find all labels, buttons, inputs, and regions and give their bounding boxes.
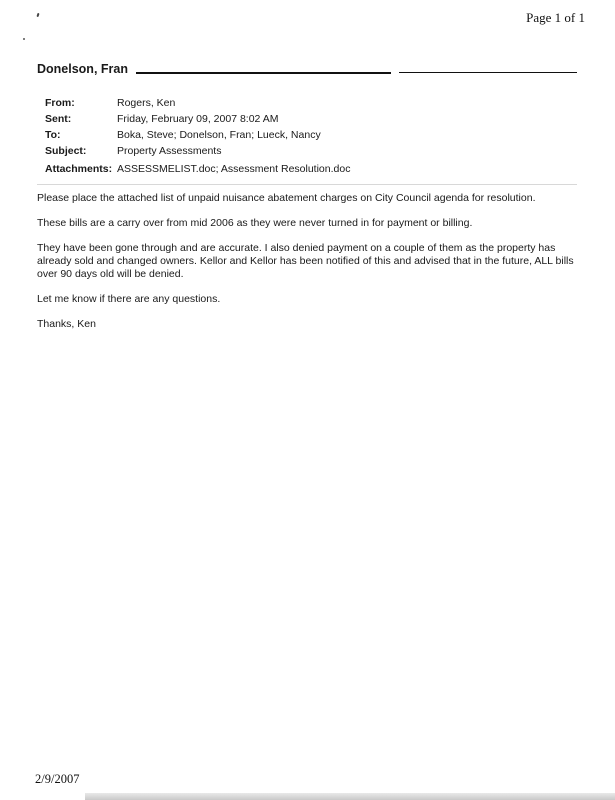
attachments-label: Attachments: <box>45 163 113 175</box>
to-value: Boka, Steve; Donelson, Fran; Lueck, Nancy <box>117 129 321 141</box>
body-paragraph: These bills are a carry over from mid 2006 as they were never turned in for payment or billing. <box>37 217 473 229</box>
meta-row-from <box>45 95 575 111</box>
body-paragraph: They have been gone through and are accurate. I also denied payment on a couple of them as the property has already sold and changed owners. Kellor and Kellor has been notified of this and advised that in the future, ALL bills over 90 days old will be denied. <box>37 242 574 280</box>
email-meta-block <box>45 95 575 177</box>
meta-row-attachments <box>45 161 575 177</box>
recipient-name: Donelson, Fran <box>37 62 128 76</box>
scan-artifact <box>23 38 25 40</box>
scan-edge-artifact <box>85 793 615 800</box>
recipient-header-row <box>37 62 577 77</box>
body-paragraph: Let me know if there are any questions. <box>37 293 221 305</box>
to-label: To: <box>45 129 61 141</box>
header-rule <box>136 72 391 74</box>
meta-row-subject <box>45 143 575 159</box>
meta-divider <box>37 184 577 185</box>
from-value: Rogers, Ken <box>117 97 176 109</box>
sent-label: Sent: <box>45 113 72 125</box>
subject-label: Subject: <box>45 145 87 157</box>
meta-row-sent <box>45 111 575 127</box>
email-body <box>37 192 577 343</box>
footer-date: 2/9/2007 <box>35 772 80 786</box>
scan-artifact <box>36 13 39 17</box>
sent-value: Friday, February 09, 2007 8:02 AM <box>117 113 279 125</box>
from-label: From: <box>45 97 75 109</box>
body-paragraph: Please place the attached list of unpaid nuisance abatement charges on City Council agenda for resolution. <box>37 192 536 204</box>
body-signature: Thanks, Ken <box>37 318 96 330</box>
meta-row-to <box>45 127 575 143</box>
attachments-value: ASSESSMELIST.doc; Assessment Resolution.doc <box>117 163 351 175</box>
subject-value: Property Assessments <box>117 145 222 157</box>
header-rule <box>399 72 577 73</box>
page-number: Page 1 of 1 <box>526 10 585 25</box>
